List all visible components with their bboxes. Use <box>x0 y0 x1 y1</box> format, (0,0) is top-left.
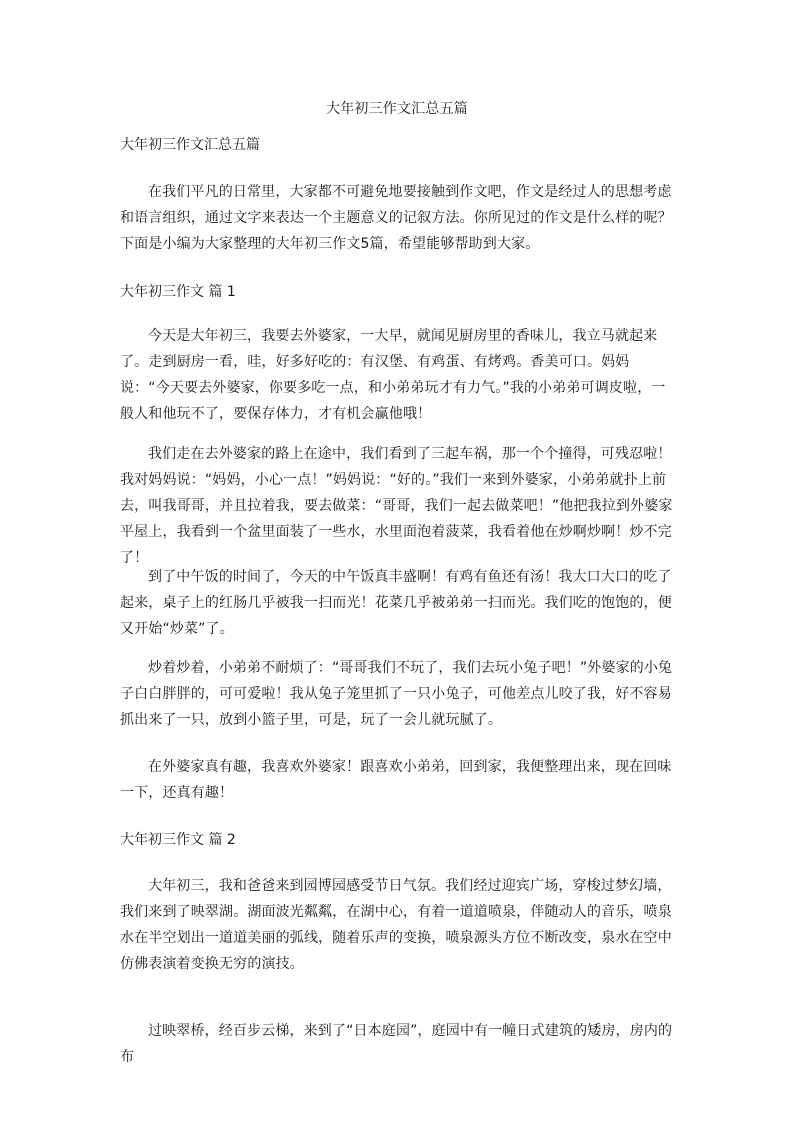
paragraph: 过映翠桥，经百步云梯，来到了“日本庭园”，庭园中有一幢日式建筑的矮房，房内的布 <box>120 1023 673 1065</box>
paragraph: 在外婆家真有趣，我喜欢外婆家！跟喜欢小弟弟，回到家，我便整理出来，现在回味一下，还真有趣！ <box>120 759 672 801</box>
paragraph: 今天是大年初三，我要去外婆家，一大早，就闻见厨房里的香味儿，我立马就起来了。走到厨房一看，哇，好多好吃的：有汉堡、有鸡蛋、有烤鸡。香美可口。妈妈说：“今天要去外婆家，你要多吃一点，和小弟弟玩才有力气。”我的小弟弟可调皮啦，一般人和他玩不了，要保存体力，才有机会赢他哦！ <box>120 328 666 422</box>
document-title: 大年初三作文汇总五篇 <box>326 101 468 117</box>
section-heading-1: 大年初三作文 篇 1 <box>120 284 236 300</box>
paragraph: 到了中午饭的时间了，今天的中午饭真丰盛啊！有鸡有鱼还有汤！我大口大口的吃了起来，桌子上的红肠几乎被我一扫而光！花菜几乎被弟弟一扫而光。我们吃的饱饱的，便又开始“炒菜”了。 <box>120 569 672 637</box>
document-subtitle: 大年初三作文汇总五篇 <box>120 137 260 153</box>
paragraph: 我们走在去外婆家的路上在途中，我们看到了三起车祸，那一个个撞得，可残忍啦！我对妈妈说：“妈妈，小心一点！”妈妈说：“好的。”我们一来到外婆家，小弟弟就扑上前去，叫我哥哥，并且拉着我，要去做菜：“哥哥，我们一起去做菜吧！”他把我拉到外婆家平屋上，我看到一个盆里面装了一些水，水里面泡着菠菜，我看着他在炒啊炒啊！炒不完了！ <box>120 446 673 566</box>
paragraph: 炒着炒着，小弟弟不耐烦了：“哥哥我们不玩了，我们去玩小兔子吧！”外婆家的小兔子白白胖胖的，可可爱啦！我从兔子笼里抓了一只小兔子，可他差点儿咬了我，好不容易抓出来了一只，放到小篮子里，可是，玩了一会儿就玩腻了。 <box>120 660 673 728</box>
intro-paragraph: 在我们平凡的日常里，大家都不可避免地要接触到作文吧，作文是经过人的思想考虑和语言组织，通过文字来表达一个主题意义的记叙方法。你所见过的作文是什么样的呢？下面是小编为大家整理的大年初三作文5篇，希望能够帮助到大家。 <box>120 184 672 252</box>
paragraph: 大年初三，我和爸爸来到园博园感受节日气氛。我们经过迎宾广场，穿梭过梦幻墙，我们来到了映翠湖。湖面波光粼粼，在湖中心，有着一道道喷泉，伴随动人的音乐，喷泉水在半空划出一道道美丽的弧线，随着乐声的变换，喷泉源头方位不断改变，泉水在空中仿佛表演着变换无穷的演技。 <box>120 878 672 972</box>
section-heading-2: 大年初三作文 篇 2 <box>120 832 236 848</box>
